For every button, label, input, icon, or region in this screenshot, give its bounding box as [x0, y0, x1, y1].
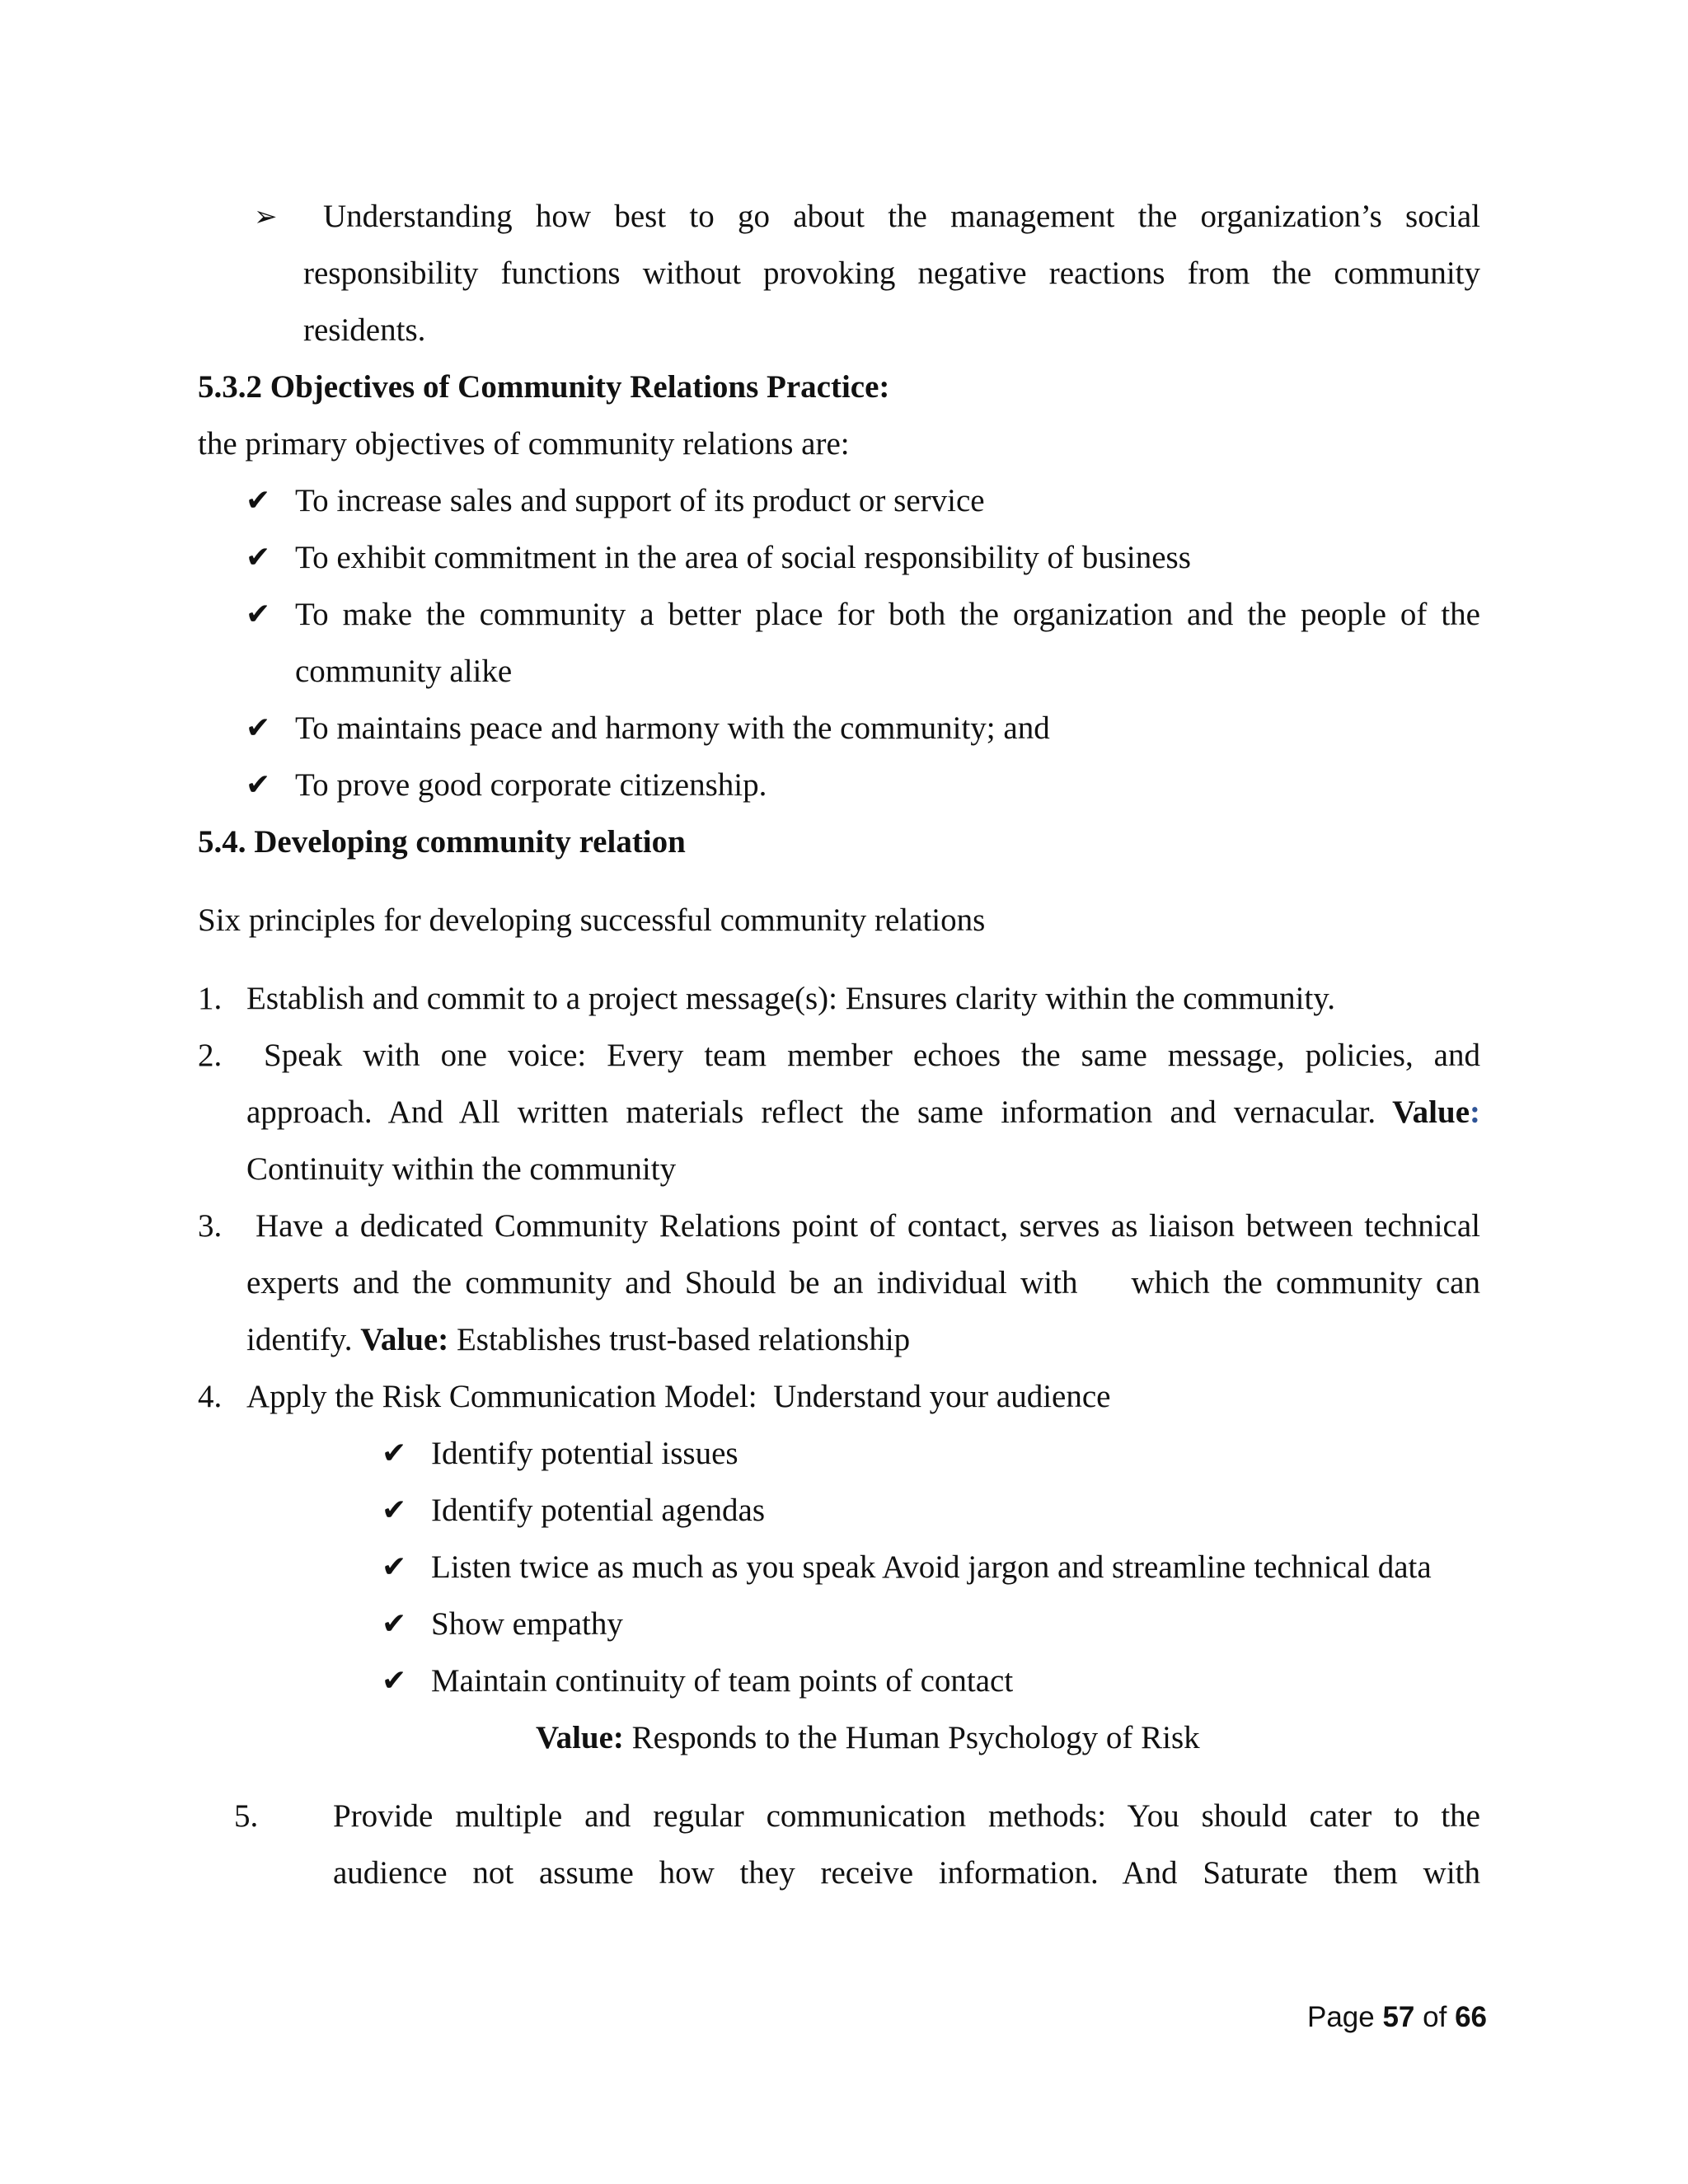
section-heading-532: 5.3.2 Objectives of Community Relations Practice:	[198, 369, 890, 405]
checkmark-icon: ✔	[246, 541, 271, 574]
checkmark-icon: ✔	[382, 1664, 407, 1698]
checkmark-icon: ✔	[382, 1493, 407, 1527]
current-page: 57	[1382, 2001, 1415, 2033]
value-colon: :	[1470, 1094, 1480, 1130]
intro-line-1: Understanding how best to go about the management the organization’s social	[323, 199, 1480, 234]
risk-item: Identify potential agendas	[431, 1493, 766, 1528]
arrow-bullet-icon: ➢	[254, 200, 278, 233]
intro-line-2: responsibility functions without provoking negative reactions from the community	[303, 255, 1480, 291]
value-label: Value:	[536, 1720, 624, 1755]
objective-item: To make the community a better place for both the organization and the people of the	[295, 597, 1480, 632]
objective-item: To prove good corporate citizenship.	[295, 767, 767, 803]
principle-3-line-3	[246, 1320, 910, 1360]
principle-2-line-2-row	[246, 1093, 1480, 1132]
principle-3-line-1: Have a dedicated Community Relations point of contact, serves as liaison between technical	[256, 1208, 1480, 1244]
principle-1-text: Establish and commit to a project message(s): Ensures clarity within the community.	[246, 981, 1336, 1016]
principle-2-line-1: Speak with one voice: Every team member echoes the same message, policies, and	[264, 1038, 1480, 1073]
total-pages: 66	[1455, 2001, 1487, 2033]
section-54-intro: Six principles for developing successful community relations	[198, 902, 986, 938]
principle-5-line-2: audience not assume how they receive information. And Saturate them with	[333, 1855, 1480, 1891]
principle-4-value	[536, 1718, 1200, 1758]
checkmark-icon: ✔	[382, 1550, 407, 1584]
principle-3-line-2: experts and the community and Should be an individual with which the community can	[246, 1265, 1480, 1301]
principle-number: 1.	[198, 981, 223, 1016]
principle-5-line-1: Provide multiple and regular communication methods: You should cater to the	[333, 1798, 1480, 1834]
objective-item: To increase sales and support of its product or service	[295, 483, 985, 518]
principle-3-line-3-post: Establishes trust-based relationship	[456, 1322, 911, 1357]
risk-item: Listen twice as much as you speak Avoid jargon and streamline technical data	[431, 1549, 1432, 1585]
section-532-intro: the primary objectives of community relations are:	[198, 426, 850, 462]
value-label: Value:	[360, 1322, 449, 1357]
risk-item: Maintain continuity of team points of contact	[431, 1663, 1014, 1699]
objective-item: To maintains peace and harmony with the community; and	[295, 710, 1050, 746]
risk-item: Identify potential issues	[431, 1436, 738, 1471]
objective-item: To exhibit commitment in the area of social responsibility of business	[295, 540, 1191, 575]
of-word: of	[1423, 2001, 1447, 2033]
page-number	[1307, 1998, 1487, 2037]
principle-number: 5.	[234, 1798, 259, 1834]
objective-item-continued: community alike	[295, 654, 513, 689]
risk-item: Show empathy	[431, 1606, 623, 1642]
principle-number: 4.	[198, 1379, 223, 1414]
principle-number: 2.	[198, 1038, 223, 1073]
checkmark-icon: ✔	[382, 1607, 407, 1641]
checkmark-icon: ✔	[246, 768, 271, 802]
principle-2-line-2: approach. And All written materials reflect the same information and vernacular.	[246, 1094, 1376, 1130]
checkmark-icon: ✔	[382, 1436, 407, 1470]
principle-4-text: Apply the Risk Communication Model: Understand your audience	[246, 1379, 1111, 1414]
principle-4-value-text: Responds to the Human Psychology of Risk	[631, 1720, 1200, 1755]
value-label: Value	[1392, 1094, 1470, 1130]
principle-3-line-3-pre: identify.	[246, 1322, 353, 1357]
principle-number: 3.	[198, 1208, 223, 1244]
checkmark-icon: ✔	[246, 598, 271, 631]
intro-line-3: residents.	[303, 312, 426, 348]
checkmark-icon: ✔	[246, 484, 271, 518]
principle-2-value-wrap	[1392, 1093, 1480, 1132]
page-word: Page	[1306, 2001, 1375, 2033]
principle-2-line-3: Continuity within the community	[246, 1151, 677, 1187]
section-heading-54: 5.4. Developing community relation	[198, 824, 686, 860]
checkmark-icon: ✔	[246, 711, 271, 745]
